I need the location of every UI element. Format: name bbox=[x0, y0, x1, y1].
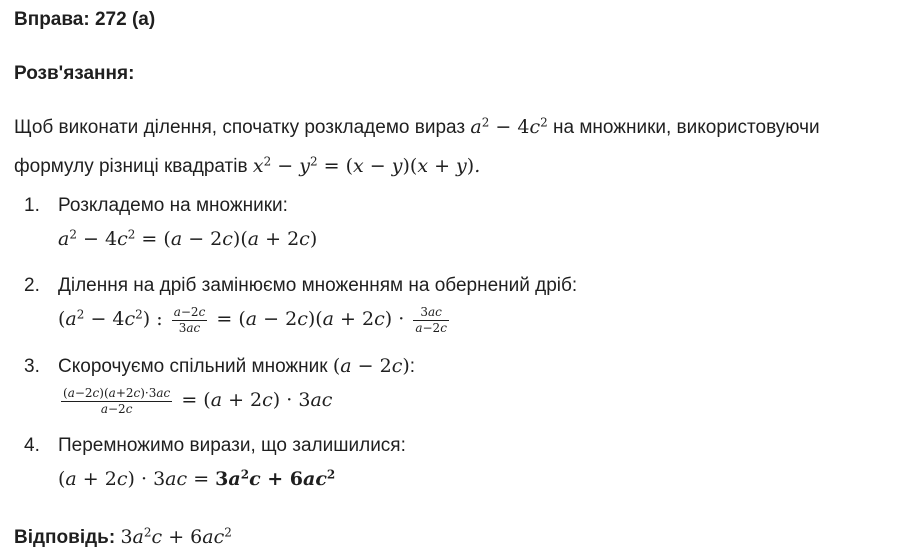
common-factor: (a − 2c) bbox=[332, 355, 410, 377]
intro-text-after: . bbox=[474, 155, 481, 177]
step-formula: $(a^2 - 4c^2)$ : $\frac{a-2c}{3ac}$ = (a − 2c)(a + 2c) · $\frac{3ac}{a-2c}$ bbox=[58, 304, 447, 335]
answer-line bbox=[14, 524, 232, 551]
step-number: 2. bbox=[24, 275, 40, 296]
step-4 bbox=[24, 434, 884, 494]
fraction: $\frac{(a-2c)(a+2c)\cdot 3ac}{a-2c}$ bbox=[63, 385, 171, 416]
step-number: 4. bbox=[24, 435, 40, 456]
step-text: Скорочуємо спільний множник bbox=[58, 356, 333, 377]
fraction: $\frac{3ac}{a-2c}$ bbox=[415, 304, 447, 335]
solution-heading: Розв'язання: bbox=[14, 63, 135, 84]
step-formula: $a^2 - 4c^2 = (a - 2c)(a + 2c)$ bbox=[58, 227, 318, 250]
step-text: Ділення на дріб замінюємо множенням на обернений дріб: bbox=[58, 275, 578, 296]
answer-value: $3a^2c + 6ac^2$ bbox=[120, 525, 232, 548]
step-text-end: : bbox=[409, 356, 416, 377]
step-1 bbox=[24, 194, 884, 254]
answer-label: Відповідь: bbox=[14, 527, 116, 548]
step-3 bbox=[24, 354, 884, 416]
intro-text-middle: на множники, використовуючи формулу різниці квадратів bbox=[14, 117, 820, 177]
step-2 bbox=[24, 274, 884, 335]
intro-paragraph bbox=[14, 108, 894, 186]
step-number: 1. bbox=[24, 195, 40, 216]
exercise-title: Вправа: 272 (а) bbox=[14, 9, 156, 30]
step-text: Перемножимо вирази, що залишилися: bbox=[58, 435, 406, 456]
step-formula: $(a + 2c) \cdot 3ac = 3a^2c + 6ac^2$ bbox=[58, 467, 336, 490]
difference-of-squares-formula: $x^2 - y^2 = (x - y)(x + y)$ bbox=[252, 154, 475, 177]
step-formula: $\frac{(a-2c)(a+2c)\cdot 3ac}{a-2c}$ = (a + 2c) · 3ac bbox=[63, 385, 333, 416]
intro-text-before: Щоб виконати ділення, спочатку розкладемо вираз bbox=[14, 117, 471, 138]
fraction: $\frac{a-2c}{3ac}$ bbox=[173, 304, 206, 335]
step-number: 3. bbox=[24, 356, 40, 377]
intro-expression: $a^2 - 4c^2$ bbox=[470, 115, 548, 138]
step-text: Розкладемо на множники: bbox=[58, 195, 288, 216]
